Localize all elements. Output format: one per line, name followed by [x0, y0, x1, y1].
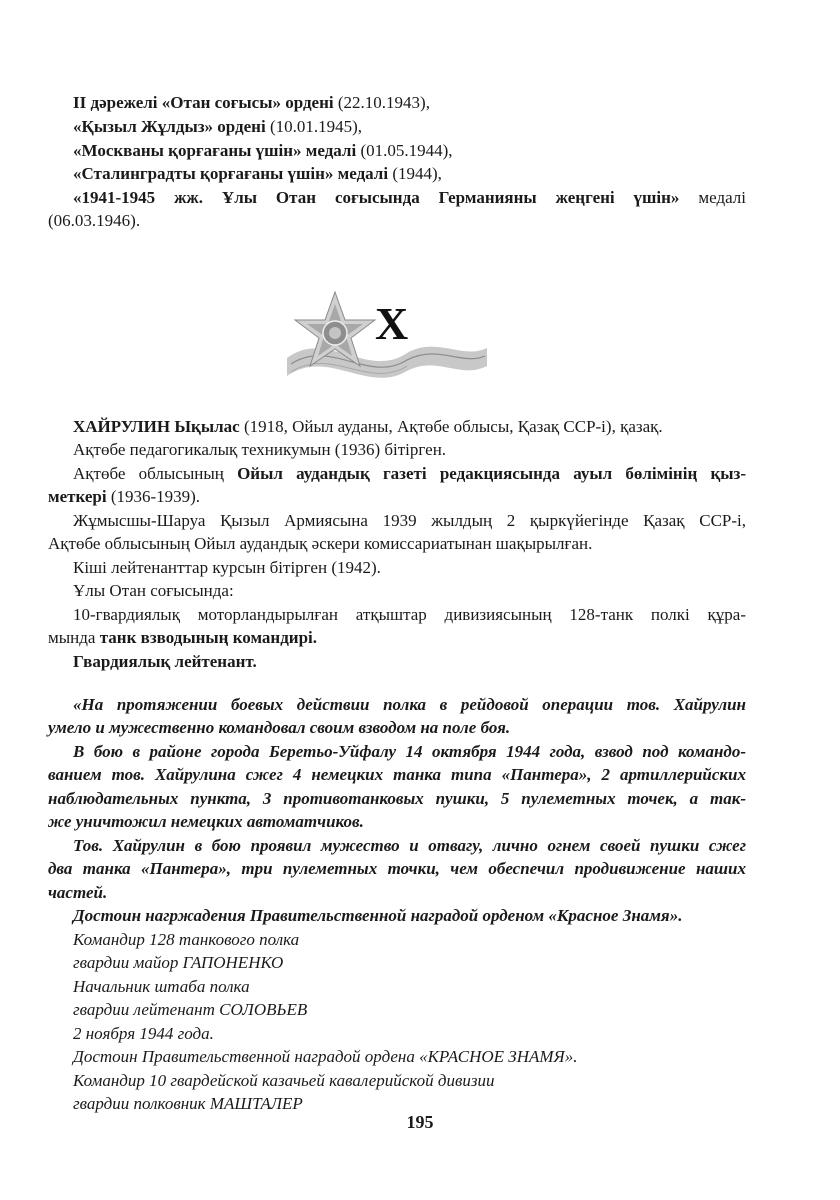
citation-line: Тов. Хайрулин в бою проявил мужество и отвагу, лично огнем своей пушки сжег — [73, 836, 746, 855]
citation-line: ванием тов. Хайрулина сжег 4 немецких танка типа «Пантера», 2 артиллерийских — [48, 765, 746, 784]
signature-line: гвардии полковник МАШТАЛЕР — [73, 1094, 303, 1113]
award-line: ІІ дәрежелі «Отан соғысы» ордені (22.10.1943), — [73, 93, 430, 112]
bio-rank: Гвардиялық лейтенант. — [73, 652, 257, 671]
citation-line: Достоин нагржадения Правительственной наградой орденом «Красное Знамя». — [73, 906, 683, 925]
page-number: 195 — [406, 1112, 434, 1132]
signature-line: 2 ноября 1944 года. — [73, 1024, 214, 1043]
signature-line: Командир 128 танкового полка — [73, 930, 300, 949]
bio-line: Жұмысшы-Шаруа Қызыл Армиясына 1939 жылдың 2 қыркүйегінде Қазақ ССР-і, — [73, 511, 746, 530]
bio-line: 10-гвардиялық моторландырылған атқыштар дивизиясының 128-танк полкі құра- — [73, 605, 746, 624]
award-line: «1941-1945 жж. Ұлы Отан соғысында Германияны жеңгені үшін» медалі — [73, 188, 746, 207]
citation-line: два танка «Пантера», три пулеметных точки, чем обеспечил продивижение наших — [48, 859, 746, 878]
citation-line: наблюдательных пункта, 3 противотанковых пушки, 5 пулеметных точек, а так- — [48, 789, 746, 808]
award-date: (06.03.1946). — [48, 211, 141, 230]
bio-line: Ақтөбе облысының Ойыл аудандық газеті редакциясында ауыл бөлімінің қыз- — [73, 464, 747, 483]
section-letter: Х — [375, 298, 409, 349]
citation-line: умело и мужественно командовал своим взводом на поле боя. — [48, 718, 511, 737]
signature-line: Командир 10 гвардейской казачьей кавалерийской дивизии — [73, 1071, 495, 1090]
citation-line: «На протяжении боевых действии полка в рейдовой операции тов. Хайрулин — [73, 695, 746, 714]
bio-name-line: ХАЙРУЛИН Ықылас (1918, Ойыл ауданы, Ақтөбе облысы, Қазақ ССР-і), қазақ. — [73, 417, 663, 436]
bio-line: меткері (1936-1939). — [48, 487, 201, 506]
citation-line: В бою в районе города Беретьо-Уйфалу 14 октября 1944 года, взвод под командо- — [73, 742, 746, 761]
bio-line: Кіші лейтенанттар курсын бітірген (1942). — [73, 558, 381, 577]
bio-line: Ақтөбе облысының Ойыл аудандық әскери комиссариатынан шақырылған. — [48, 534, 593, 553]
award-line: «Москваны қорғағаны үшін» медалі (01.05.1944), — [73, 141, 453, 160]
bio-line: мында танк взводының командирі. — [48, 628, 318, 647]
signature-line: гвардии майор ГАПОНЕНКО — [73, 953, 284, 972]
bio-line: Ұлы Отан соғысында: — [73, 581, 234, 600]
bio-line: Ақтөбе педагогикалық техникумын (1936) бітірген. — [73, 440, 447, 459]
signature-line: гвардии лейтенант СОЛОВЬЕВ — [73, 1000, 308, 1019]
award-line: «Сталинградты қорғағаны үшін» медалі (1944), — [73, 164, 442, 183]
citation-line: частей. — [48, 883, 108, 902]
award-line: «Қызыл Жұлдыз» ордені (10.01.1945), — [73, 117, 363, 136]
signature-line: Начальник штаба полка — [73, 977, 250, 996]
signature-line: Достоин Правительственной наградой ордена «КРАСНОЕ ЗНАМЯ». — [73, 1047, 578, 1066]
citation-line: же уничтожил немецких автоматчиков. — [48, 812, 364, 831]
